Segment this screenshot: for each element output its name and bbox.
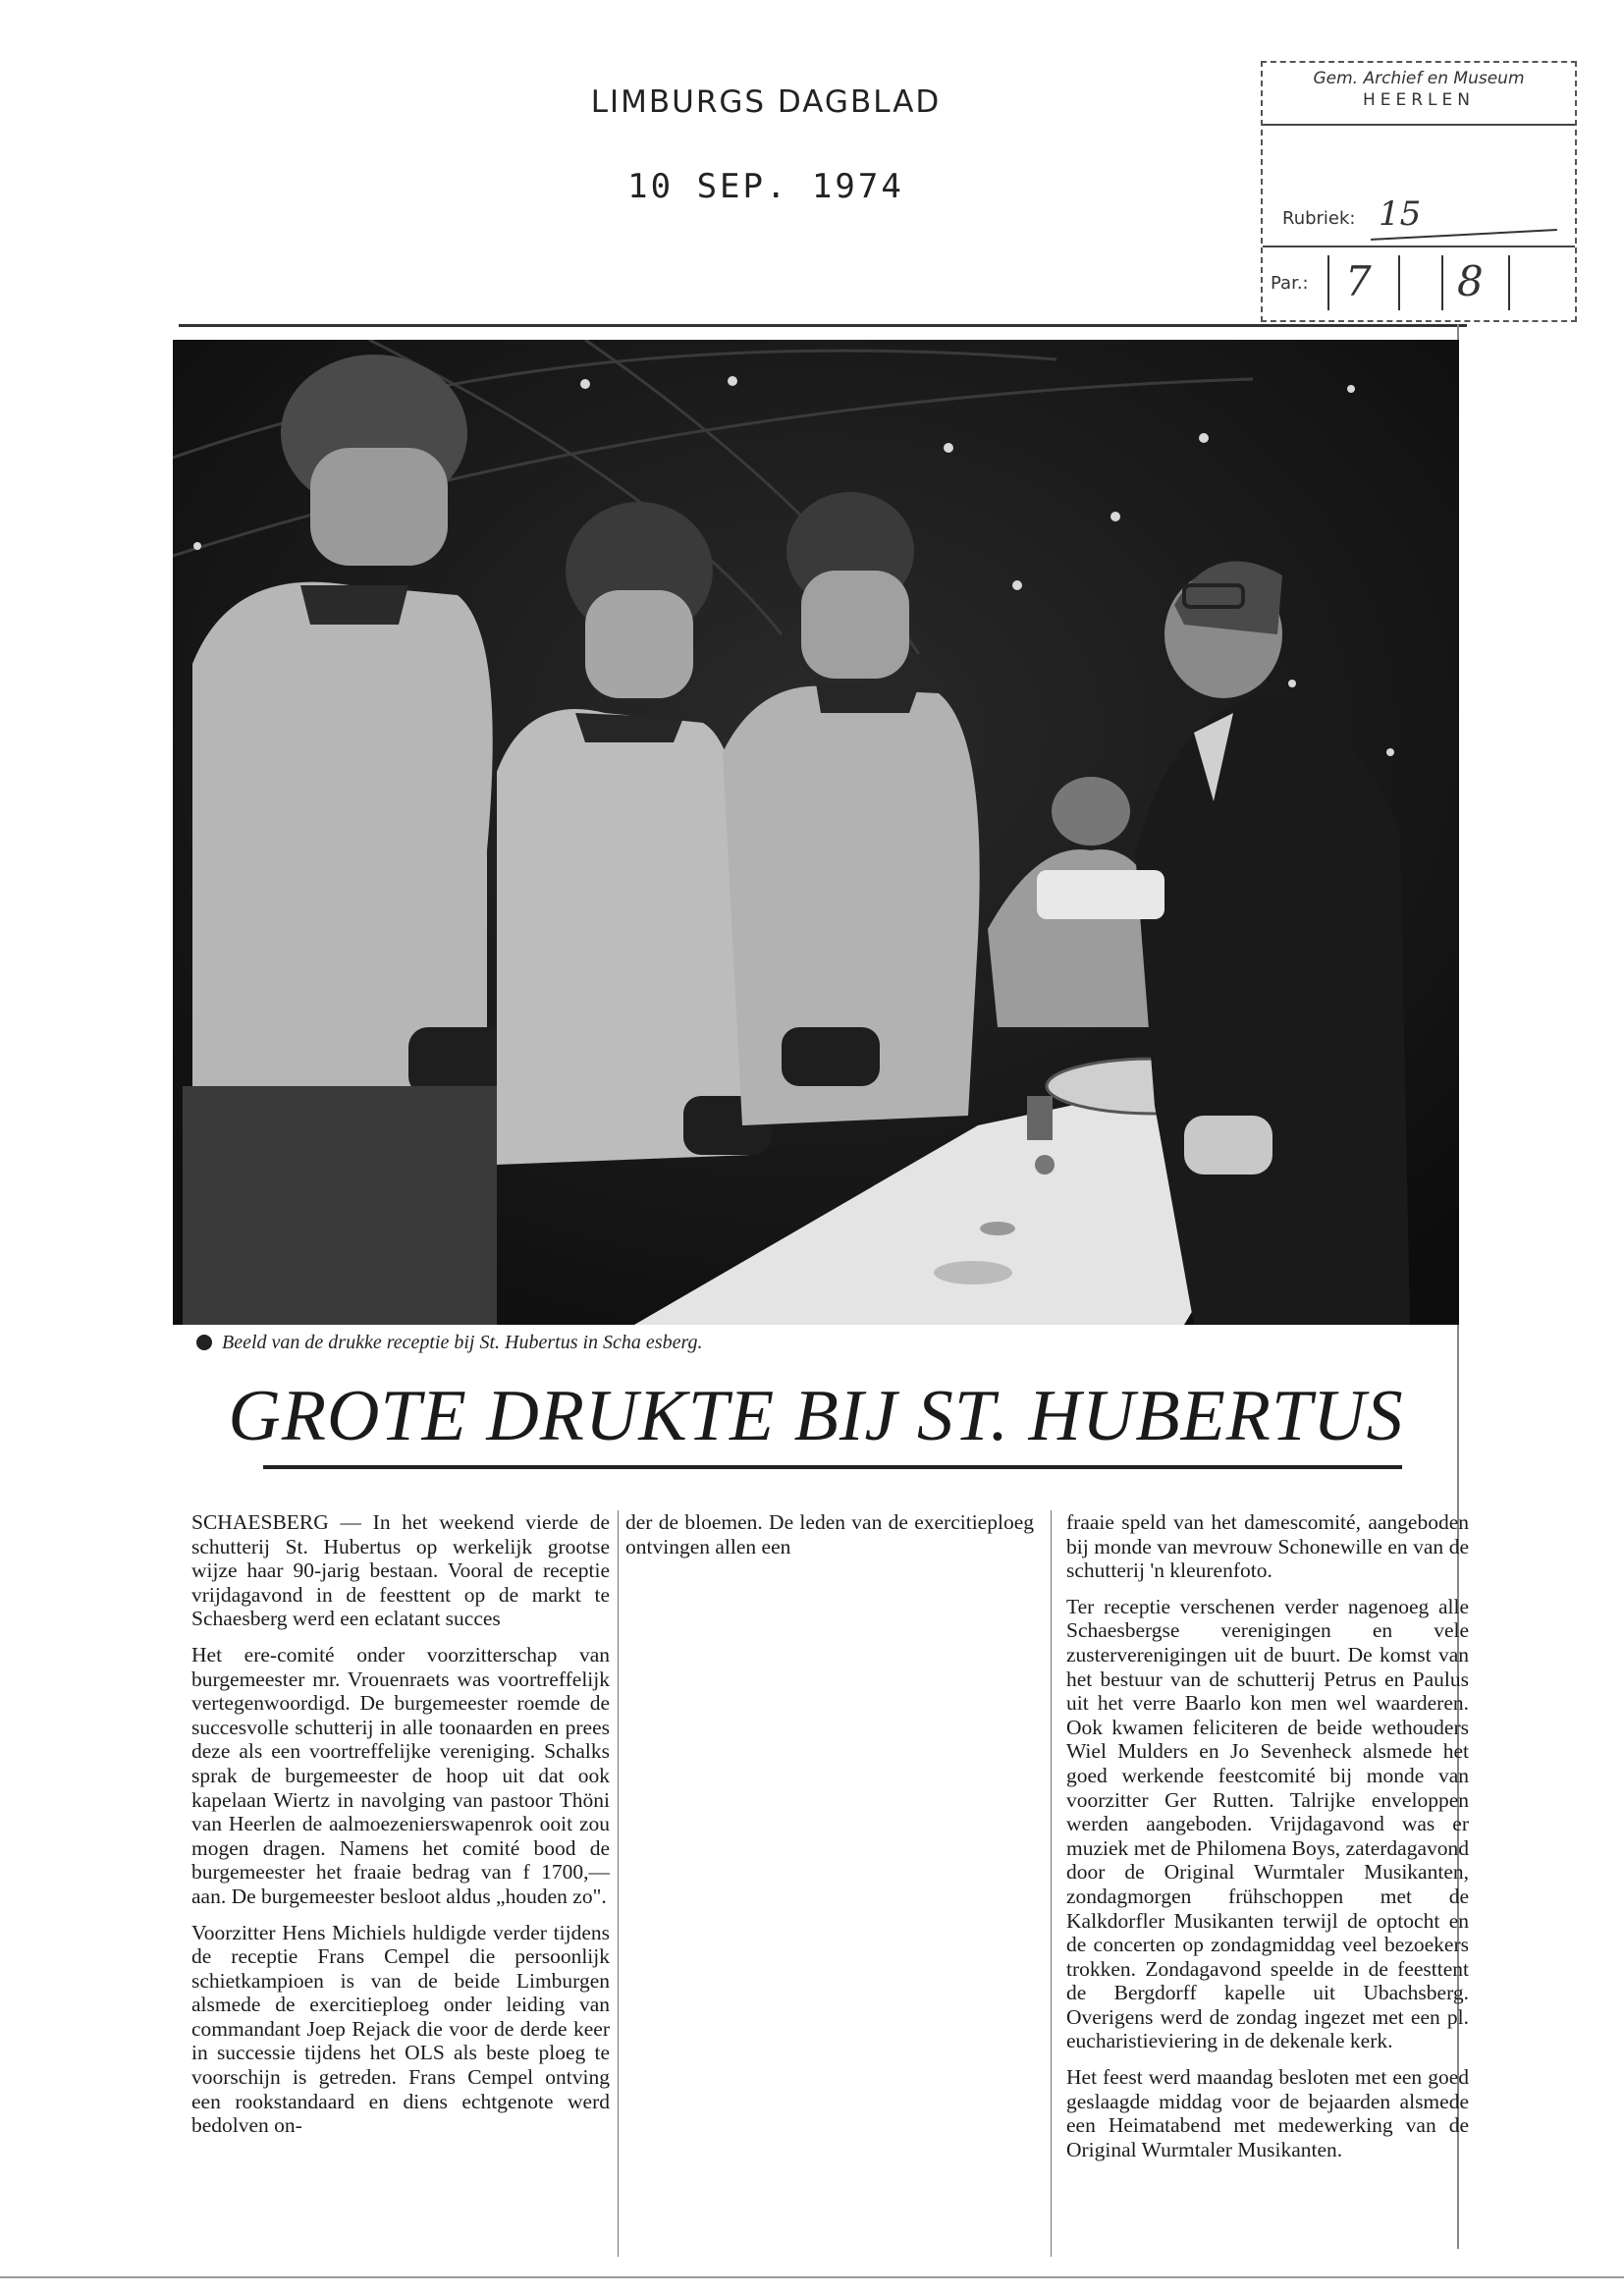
photo-caption — [196, 1332, 702, 1354]
page-bottom-edge — [0, 2276, 1624, 2278]
article-paragraph: Het ere-comité onder voorzitterschap van burgemeester mr. Vrouenraets was voortreffelijk vertegenwoordigd. De burgemeester roemde de succesvolle schutterij in alle toonaarden en prees deze als een voortreffelijke vereniging. Schalks sprak de burgemeester de hoop uit dat ook kapelaan Wiertz in navolging van pastoor Thöni van Heerlen de aalmoezenierswapenrok ooit zou mogen dragen. Namens het comité bood de burgemeester het fraaie bedrag van f 1700,— aan. De burgemeester besloot aldus „houden zo". — [191, 1642, 610, 1908]
stamp-city: HEERLEN — [1362, 90, 1475, 110]
article-paragraph: Het feest werd maandag besloten met een goed geslaagde middag voor de bejaarden alsmede een Heimatabend met medewerking van de Original Wurmtaler Musikanten. — [1066, 2065, 1469, 2161]
stamp-par-value-1: 7 — [1345, 257, 1372, 305]
column-divider — [618, 1510, 619, 2257]
bullet-icon — [196, 1335, 212, 1350]
stamp-par-label: Par.: — [1271, 273, 1309, 294]
article-paragraph: fraaie speld van het damescomité, aangeboden bij monde van mevrouw Schonewille en van de schutterij 'n kleurenfoto. — [1066, 1510, 1469, 1583]
article-paragraph: SCHAESBERG — In het weekend vierde de schutterij St. Hubertus op werkelijk grootse wijze haar 90-jarig bestaan. Vooral de receptie vrijdagavond in de feesttent op de markt te Schaesberg werd een eclatant succes — [191, 1510, 610, 1631]
article-column-1 — [191, 1510, 610, 2150]
news-photo — [173, 340, 1459, 1325]
masthead: LIMBURGS DAGBLAD — [590, 84, 942, 120]
article-column-2 — [625, 1510, 1034, 1570]
stamp-divider — [1263, 246, 1575, 247]
stamp-rubriek-value: 15 — [1379, 194, 1422, 234]
caption-text: Beeld van de drukke receptie bij St. Hubertus in Scha esberg. — [222, 1332, 703, 1353]
stamp-archive-name: Gem. Archief en Museum — [1313, 69, 1525, 88]
article-headline: GROTE DRUKTE BIJ ST. HUBERTUS — [228, 1376, 1404, 1456]
article-paragraph: Ter receptie verschenen verder nagenoeg alle Schaesbergse verenigingen en vele zusterverenigingen uit de buurt. De komst van het bestuur van de schutterij Petrus en Paulus uit het verre Baarlo kon men wel waarderen. Ook kwamen feliciteren de beide wethouders Wiel Mulders en Jo Sevenheck alsmede het goed werkende feestcomité bij monde van voorzitter Ger Rutten. Talrijke enveloppen werden aangeboden. Vrijdagavond was er muziek met de Philomena Boys, zaterdagavond door de Original Wurmtaler Musikanten, zondagmorgen frühschoppen met de Kalkdorfler Musikanten terwijl de optocht en de concerten op zondagmiddag veel bezoekers trokken. Zondagavond speelde in de feesttent de Bergdorff kapelle uit Ubachsberg. Overigens werd de zondag ingezet met een pl. eucharistieviering in de dekenale kerk. — [1066, 1594, 1469, 2053]
stamp-par-value-2: 8 — [1457, 257, 1484, 305]
archive-stamp — [1261, 61, 1577, 322]
top-rule — [179, 324, 1467, 327]
stamp-rubriek-label: Rubriek: — [1282, 208, 1356, 229]
article-paragraph: Voorzitter Hens Michiels huldigde verder tijdens de receptie Frans Cempel die persoonlijk schietkampioen is van de beide Limburgen alsmede de exercitieploeg onder leiding van commandant Joep Rejack die voor de derde keer in successie tijdens het OLS als beste ploeg te voorschijn is getreden. Frans Cempel ontving een rookstandaard en diens echtgenote werd bedolven on- — [191, 1920, 610, 2138]
photo-illustration — [173, 340, 1459, 1325]
date-stamp: 10 SEP. 1974 — [627, 167, 904, 206]
headline-rule — [263, 1465, 1402, 1469]
article-paragraph: der de bloemen. De leden van de exercitieploeg ontvingen allen een — [625, 1510, 1034, 1558]
column-divider — [1051, 1510, 1052, 2257]
article-column-3 — [1066, 1510, 1469, 2173]
stamp-divider — [1263, 124, 1575, 126]
